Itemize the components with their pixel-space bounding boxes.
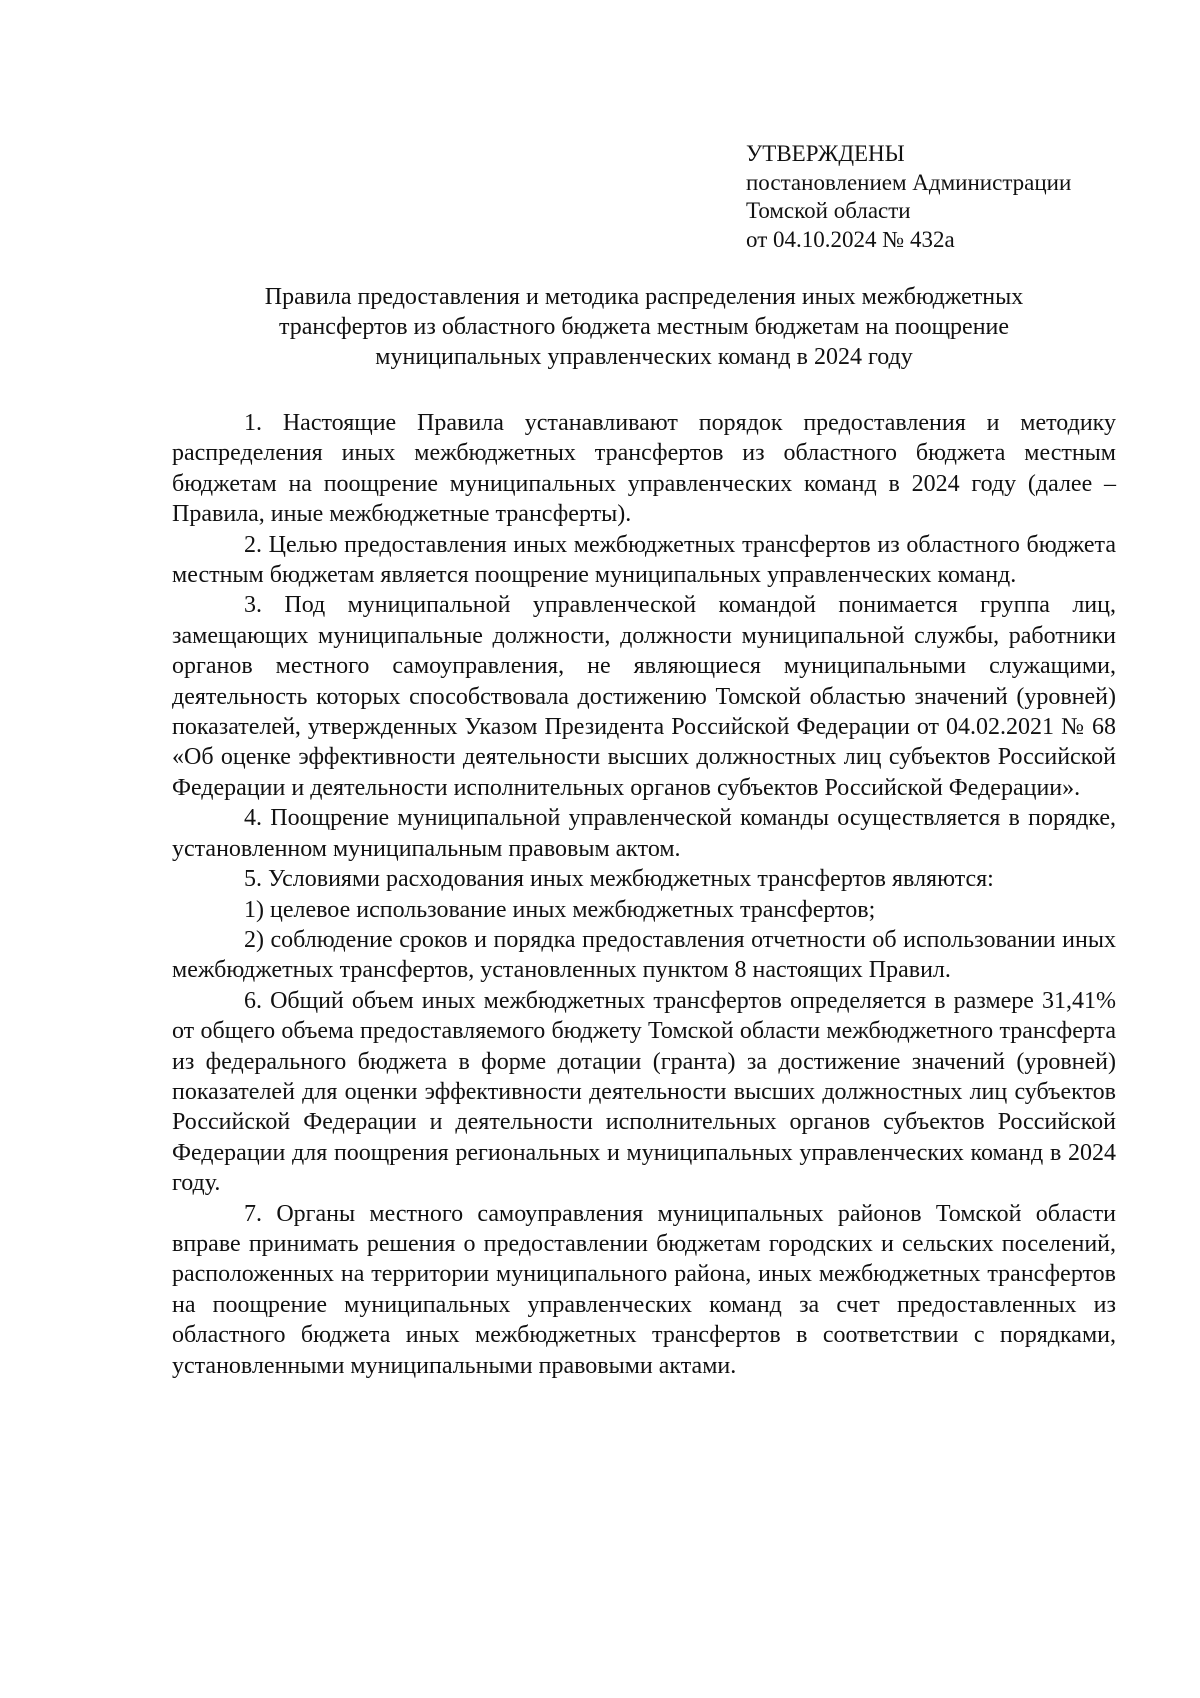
paragraph-1: 1. Настоящие Правила устанавливают порядок предоставления и методику распределения иных межбюджетных трансфертов из областного бюджета местным бюджетам на поощрение муниципальных управленческих команд в 2024 году (далее – Правила, иные межбюджетные трансферты). bbox=[172, 410, 1116, 528]
approval-heading: УТВЕРЖДЕНЫ bbox=[746, 141, 905, 166]
approval-resolution: постановлением Администрации bbox=[746, 169, 1072, 195]
paragraph-5-item-1: 1) целевое использование иных межбюджетных трансфертов; bbox=[244, 896, 876, 923]
approval-date-number: от 04.10.2024 № 432а bbox=[746, 226, 955, 252]
paragraph-7: 7. Органы местного самоуправления муниципальных районов Томской области вправе принимать решения о предоставлении бюджетам городских и сельских поселений, расположенных на территории муниципального района, иных межбюджетных трансфертов на поощрение муниципальных управленческих команд за счет предоставленных из областного бюджета иных межбюджетных трансфертов в соответствии с порядками, установленными муниципальными правовыми актами. bbox=[172, 1200, 1116, 1379]
document-title bbox=[172, 282, 1116, 372]
paragraph-6: 6. Общий объем иных межбюджетных трансфертов определяется в размере 31,41% от общего объема предоставляемого бюджету Томской области межбюджетного трансферта из федерального бюджета в форме дотации (гранта) за достижение значений (уровней) показателей для оценки эффективности деятельности высших должностных лиц субъектов Российской Федерации и деятельности исполнительных органов субъектов Российской Федерации для поощрения региональных и муниципальных управленческих команд в 2024 году. bbox=[172, 987, 1116, 1197]
approval-region: Томской области bbox=[746, 198, 911, 223]
paragraph-3: 3. Под муниципальной управленческой командой понимается группа лиц, замещающих муниципальные должности, должности муниципальной службы, работники органов местного самоуправления, не являющиеся муниципальными служащими, деятельность которых способствовала достижению Томской областью значений (уровней) показателей, утвержденных Указом Президента Российской Федерации от 04.02.2021 № 68 «Об оценке эффективности деятельности высших должностных лиц субъектов Российской Федерации и деятельности исполнительных органов субъектов Российской Федерации». bbox=[172, 592, 1116, 801]
paragraph-4: 4. Поощрение муниципальной управленческой команды осуществляется в порядке, установленном муниципальным правовым актом. bbox=[172, 805, 1116, 862]
document-body bbox=[172, 408, 1116, 1381]
paragraph-2: 2. Целью предоставления иных межбюджетных трансфертов из областного бюджета местным бюджетам является поощрение муниципальных управленческих команд. bbox=[172, 531, 1116, 589]
title-line: Правила предоставления и методика распределения иных межбюджетных bbox=[264, 284, 1024, 310]
approval-stamp bbox=[746, 140, 1071, 254]
title-line: муниципальных управленческих команд в 2024 году bbox=[375, 344, 913, 370]
title-line: трансфертов из областного бюджета местным бюджетам на поощрение bbox=[278, 314, 1010, 340]
paragraph-5: 5. Условиями расходования иных межбюджетных трансфертов являются: bbox=[244, 866, 994, 893]
paragraph-5-item-2: 2) соблюдение сроков и порядка предоставления отчетности об использовании иных межбюджетных трансфертов, установленных пунктом 8 настоящих Правил. bbox=[172, 926, 1116, 984]
